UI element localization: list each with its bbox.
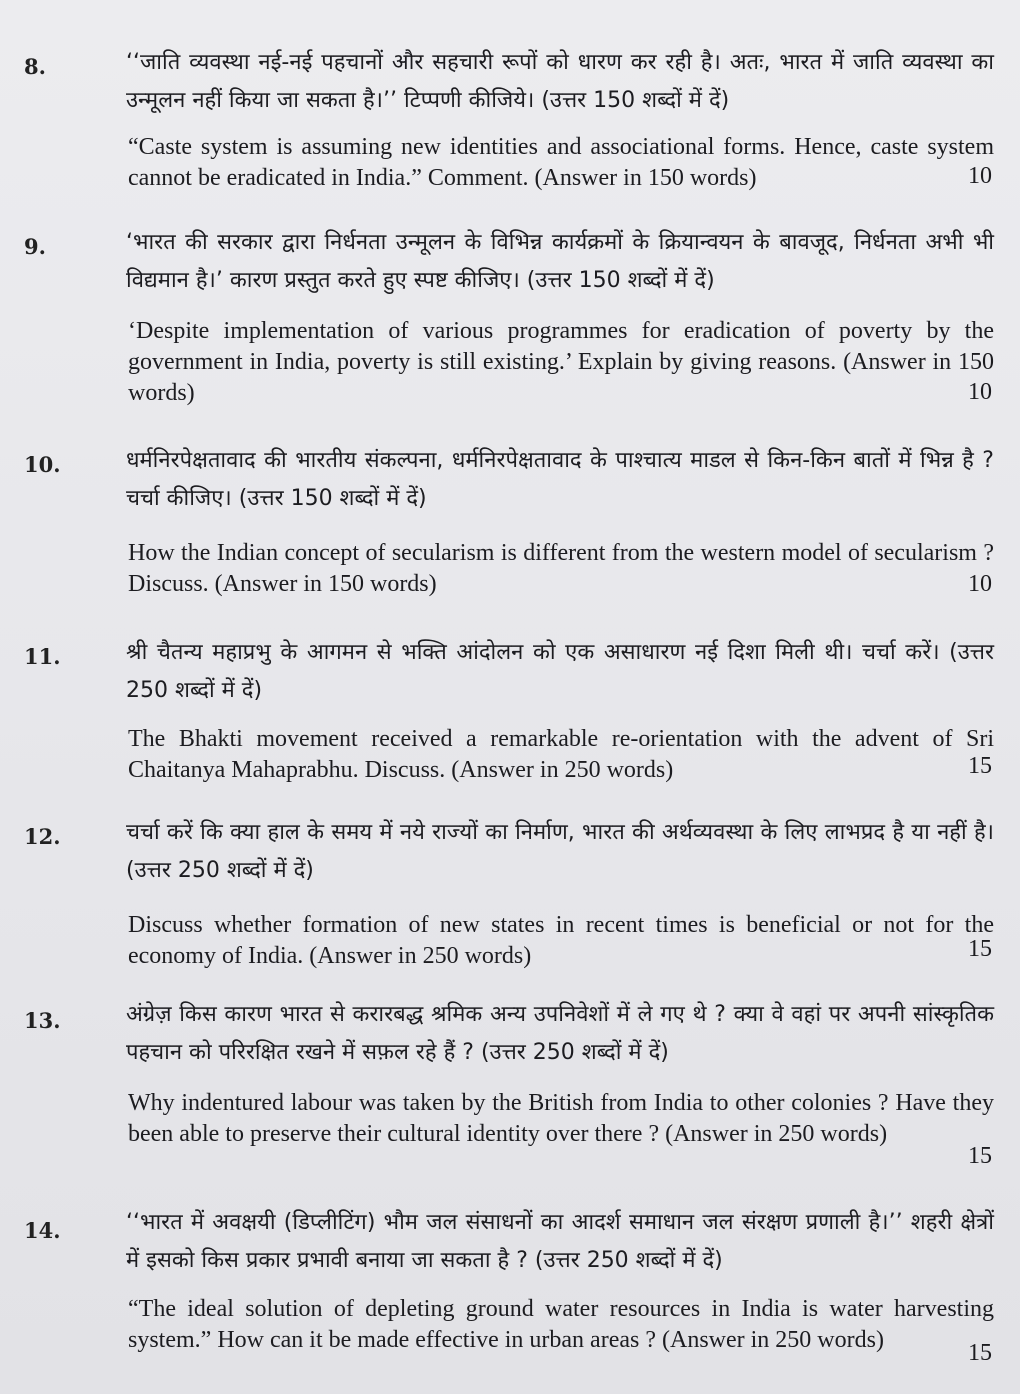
question-number: 9. <box>24 234 46 259</box>
question-number: 13. <box>24 1008 61 1033</box>
question-english-text: “Caste system is assuming new identities and associational forms. Hence, caste system cannot be eradicated in India.” Comment. (Answer in 150 words) <box>128 134 994 191</box>
question-hindi-text: धर्मनिरपेक्षतावाद की भारतीय संकल्पना, धर्मनिरपेक्षतावाद के पाश्चात्य माडल से किन-किन बातों में भिन्न है ? चर्चा कीजिए। (उत्तर 150 शब्दों में दें) <box>126 448 994 511</box>
question-marks: 15 <box>968 1340 992 1366</box>
question-number: 11. <box>24 644 61 669</box>
question-hindi-text: ‘‘भारत में अवक्षयी (डिप्लीटिंग) भौम जल संसाधनों का आदर्श समाधान जल संरक्षण प्रणाली है।’’ शहरी क्षेत्रों में इसको किस प्रकार प्रभावी बनाया जा सकता है ? (उत्तर 250 शब्दों में दें) <box>126 1210 994 1273</box>
question-marks: 15 <box>968 936 992 962</box>
question-hindi-text: ‘‘जाति व्यवस्था नई-नई पहचानों और सहचारी रूपों को धारण कर रही है। अतः, भारत में जाति व्यवस्था का उन्मूलन नहीं किया जा सकता है।’’ टिप्पणी कीजिये। (उत्तर 150 शब्दों में दें) <box>126 50 994 113</box>
question-english-text: “The ideal solution of depleting ground water resources in India is water harvesting system.” How can it be made effective in urban areas ? (Answer in 250 words) <box>128 1296 994 1353</box>
question-marks: 10 <box>968 571 992 597</box>
question-hindi-text: चर्चा करें कि क्या हाल के समय में नये राज्यों का निर्माण, भारत की अर्थव्यवस्था के लिए लाभप्रद है या नहीं है। (उत्तर 250 शब्दों में दें) <box>126 820 994 883</box>
question-marks: 10 <box>968 379 992 405</box>
question-english-text: How the Indian concept of secularism is different from the western model of secularism ? Discuss. (Answer in 150 words) <box>128 540 994 597</box>
question-number: 14. <box>24 1218 61 1243</box>
question-english-text: Discuss whether formation of new states in recent times is beneficial or not for the economy of India. (Answer in 250 words) <box>128 912 994 969</box>
question-hindi-text: श्री चैतन्य महाप्रभु के आगमन से भक्ति आंदोलन को एक असाधारण नई दिशा मिली थी। चर्चा करें। (उत्तर 250 शब्दों में दें) <box>126 640 994 703</box>
question-english-text: Why indentured labour was taken by the British from India to other colonies ? Have they been able to preserve their cultural identity over there ? (Answer in 250 words) <box>128 1090 994 1147</box>
question-marks: 10 <box>968 163 992 189</box>
question-english-text: The Bhakti movement received a remarkable re-orientation with the advent of Sri Chaitanya Mahaprabhu. Discuss. (Answer in 250 words) <box>128 726 994 783</box>
question-number: 12. <box>24 824 61 849</box>
question-english-text: ‘Despite implementation of various programmes for eradication of poverty by the government in India, poverty is still existing.’ Explain by giving reasons. (Answer in 150 words) <box>128 318 994 406</box>
question-marks: 15 <box>968 1143 992 1169</box>
question-hindi-text: अंग्रेज़ किस कारण भारत से करारबद्ध श्रमिक अन्य उपनिवेशों में ले गए थे ? क्या वे वहां पर अपनी सांस्कृतिक पहचान को परिरक्षित रखने में सफ़ल रहे हैं ? (उत्तर 250 शब्दों में दें) <box>126 1002 994 1065</box>
question-number: 10. <box>24 452 61 477</box>
question-hindi-text: ‘भारत की सरकार द्वारा निर्धनता उन्मूलन के विभिन्न कार्यक्रमों के क्रियान्वयन के बावजूद, निर्धनता अभी भी विद्यमान है।’ कारण प्रस्तुत करते हुए स्पष्ट कीजिए। (उत्तर 150 शब्दों में दें) <box>126 230 994 293</box>
question-marks: 15 <box>968 753 992 779</box>
question-number: 8. <box>24 54 46 79</box>
